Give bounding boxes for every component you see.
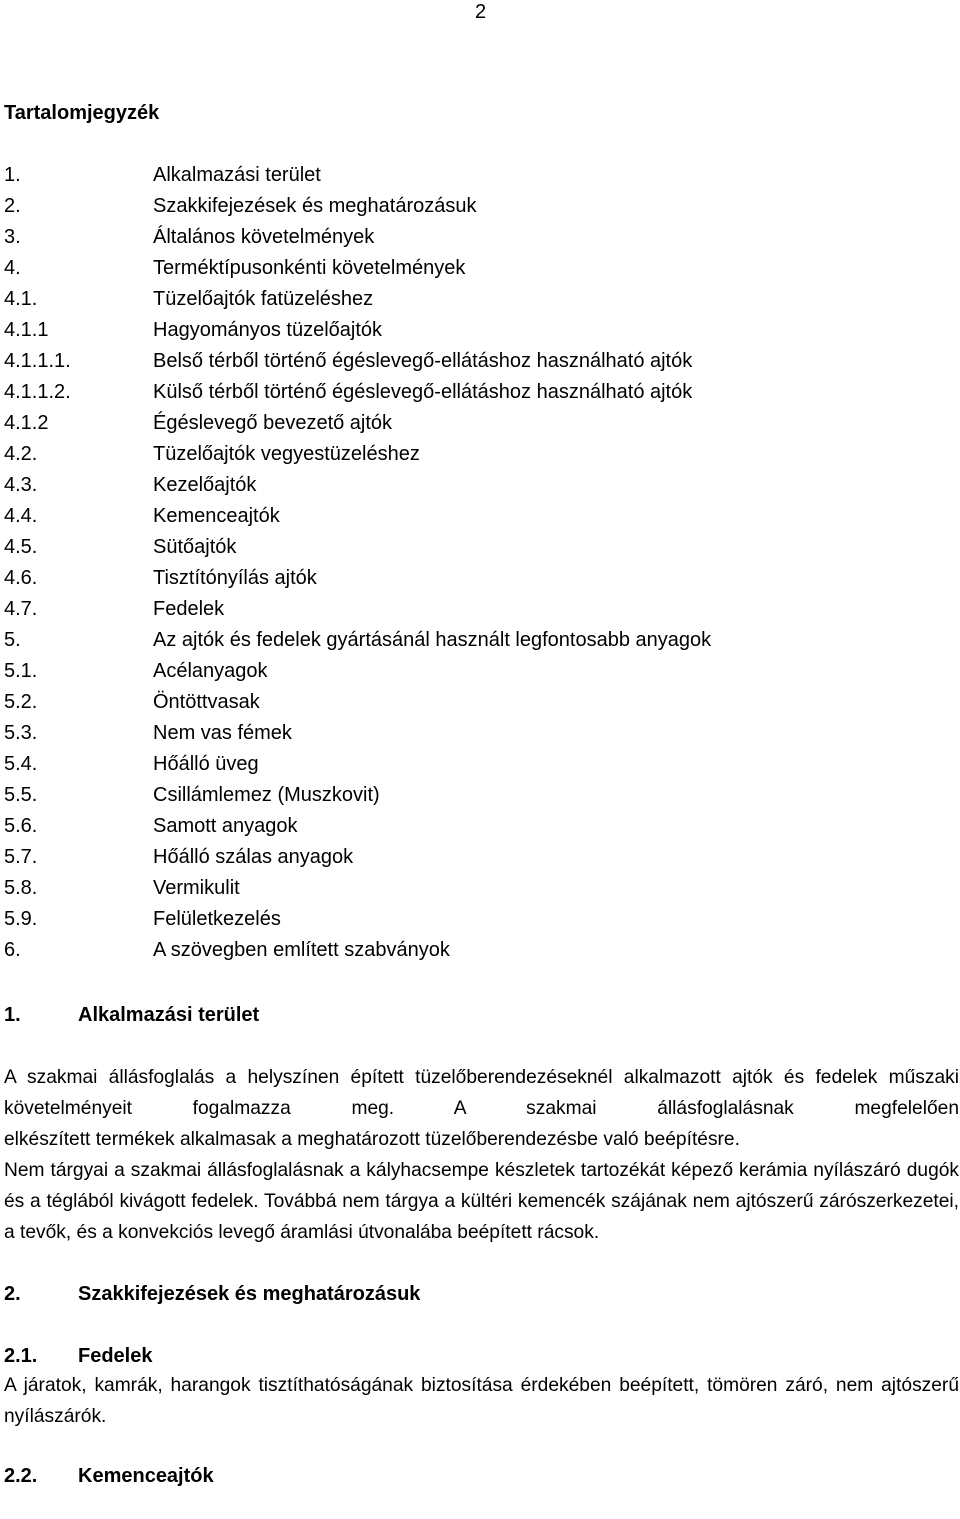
toc-entry-number: 5.8. (4, 877, 38, 899)
toc-entry (4, 284, 959, 315)
toc-entry (4, 873, 959, 904)
toc-entry-title: Nem vas fémek (153, 722, 292, 744)
toc-entry (4, 408, 959, 439)
toc-entry (4, 377, 959, 408)
toc-entry-title: Tisztítónyílás ajtók (153, 567, 317, 589)
toc-entry-title: Felületkezelés (153, 908, 281, 930)
toc-entry (4, 935, 959, 966)
toc-entry-title: Terméktípusonkénti követelmények (153, 257, 466, 279)
toc-entry (4, 315, 959, 346)
section-1-paragraph-2: Nem tárgyai a szakmai állásfoglalásnak a kályhacsempe készletek tartozékát képező kerámia nyílászáró dugók és a téglából kivágott fedelek. Továbbá nem tárgya a kültéri kemencék szájának nem ajtószerű zárószerkezetei, a tevők, és a konvekciós levegő áramlási útvonalába beépített rácsok. (4, 1160, 959, 1243)
section-title: Kemenceajtók (78, 1465, 214, 1487)
toc-entry (4, 501, 959, 532)
section-heading-2 (4, 1280, 959, 1308)
document-page (4, 99, 959, 1490)
toc-entry-number: 4.3. (4, 474, 38, 496)
toc-entry-number: 4.6. (4, 567, 38, 589)
toc-entry (4, 532, 959, 563)
toc-entry-number: 5.3. (4, 722, 38, 744)
toc-entry-number: 4.2. (4, 443, 38, 465)
toc-entry-title: Csillámlemez (Muszkovit) (153, 784, 380, 806)
toc-entry-title: Sütőajtók (153, 536, 237, 558)
toc-entry-title: Tüzelőajtók vegyestüzeléshez (153, 443, 420, 465)
toc-entry-title: Hagyományos tüzelőajtók (153, 319, 383, 341)
toc-entry (4, 191, 959, 222)
toc-entry-number: 5.4. (4, 753, 38, 775)
section-number: 2. (4, 1283, 21, 1305)
toc-entry-number: 4. (4, 257, 21, 279)
toc-entry-number: 5.5. (4, 784, 38, 806)
toc-entry-number: 5.7. (4, 846, 38, 868)
toc-entry-title: Samott anyagok (153, 815, 298, 837)
toc-entry (4, 439, 959, 470)
toc-entry-number: 5.2. (4, 691, 38, 713)
section-title: Alkalmazási terület (78, 1004, 260, 1026)
section-1-paragraph-1: A szakmai állásfoglalás a helyszínen épített tüzelőberendezéseknél alkalmazott ajtók és fedelek műszaki követelményeit fogalmazza meg. A szakmai állásfoglalásnak megfelelően (4, 1067, 959, 1119)
toc-entry-number: 4.5. (4, 536, 38, 558)
toc-entry (4, 253, 959, 284)
section-number: 1. (4, 1004, 21, 1026)
toc-entry-number: 2. (4, 195, 21, 217)
toc-entry (4, 718, 959, 749)
toc-entry (4, 780, 959, 811)
section-2-1-paragraph: A járatok, kamrák, harangok tisztíthatóságának biztosítása érdekében beépített, tömören záró, nem ajtószerű nyílászárók. (4, 1375, 959, 1427)
toc-entry-number: 4.4. (4, 505, 38, 527)
toc-entry (4, 656, 959, 687)
toc-entry-number: 4.1.1.1. (4, 350, 71, 372)
toc-title: Tartalomjegyzék (4, 102, 160, 124)
toc-entry-title: Kemenceajtók (153, 505, 280, 527)
toc-entry-title: Öntöttvasak (153, 691, 260, 713)
toc-entry-number: 4.1.2 (4, 412, 49, 434)
toc-entry-title: A szövegben említett szabványok (153, 939, 450, 961)
toc-entry-title: Külső térből történő égéslevegő-ellátáshoz használható ajtók (153, 381, 693, 403)
toc-entry-title: Égéslevegő bevezető ajtók (153, 412, 393, 434)
toc-entry-number: 4.7. (4, 598, 38, 620)
section-number: 2.2. (4, 1465, 38, 1487)
toc-entry (4, 811, 959, 842)
toc-entry-number: 4.1. (4, 288, 38, 310)
toc-entry (4, 842, 959, 873)
toc-entry (4, 222, 959, 253)
toc-entry-number: 1. (4, 164, 21, 186)
toc-entry (4, 687, 959, 718)
toc-entry-number: 6. (4, 939, 21, 961)
toc-entry-number: 4.1.1 (4, 319, 49, 341)
toc-entry-title: Szakkifejezések és meghatározásuk (153, 195, 477, 217)
toc-entry-number: 4.1.1.2. (4, 381, 71, 403)
toc-entry-title: Fedelek (153, 598, 225, 620)
section-number: 2.1. (4, 1345, 38, 1367)
toc-entry-number: 3. (4, 226, 21, 248)
toc-entry-number: 5.9. (4, 908, 38, 930)
toc-entry (4, 470, 959, 501)
toc-entry (4, 563, 959, 594)
section-heading-1 (4, 1001, 959, 1029)
toc-entry-title: Vermikulit (153, 877, 240, 899)
toc-entry-title: Általános követelmények (153, 226, 375, 248)
page-number: 2 (475, 1, 487, 23)
toc-entry (4, 625, 959, 656)
toc-entry-number: 5.6. (4, 815, 38, 837)
toc-entry-number: 5.1. (4, 660, 38, 682)
toc-entry-title: Kezelőajtók (153, 474, 257, 496)
table-of-contents (4, 160, 959, 966)
toc-entry-title: Hőálló szálas anyagok (153, 846, 354, 868)
section-1-paragraph-1-end: elkészített termékek alkalmasak a meghatározott tüzelőberendezésbe való beépítésre. (4, 1129, 740, 1150)
section-heading-2-1 (4, 1342, 959, 1370)
toc-entry-title: Alkalmazási terület (153, 164, 321, 186)
section-title: Fedelek (78, 1345, 153, 1367)
section-title: Szakkifejezések és meghatározásuk (78, 1283, 421, 1305)
toc-entry (4, 749, 959, 780)
toc-entry (4, 904, 959, 935)
toc-entry (4, 594, 959, 625)
toc-entry-title: Acélanyagok (153, 660, 268, 682)
toc-entry-number: 5. (4, 629, 21, 651)
section-heading-2-2 (4, 1462, 959, 1490)
toc-entry (4, 346, 959, 377)
toc-entry (4, 160, 959, 191)
toc-entry-title: Belső térből történő égéslevegő-ellátáshoz használható ajtók (153, 350, 693, 372)
toc-entry-title: Az ajtók és fedelek gyártásánál használt legfontosabb anyagok (153, 629, 712, 651)
toc-entry-title: Hőálló üveg (153, 753, 259, 775)
toc-entry-title: Tüzelőajtók fatüzeléshez (153, 288, 374, 310)
